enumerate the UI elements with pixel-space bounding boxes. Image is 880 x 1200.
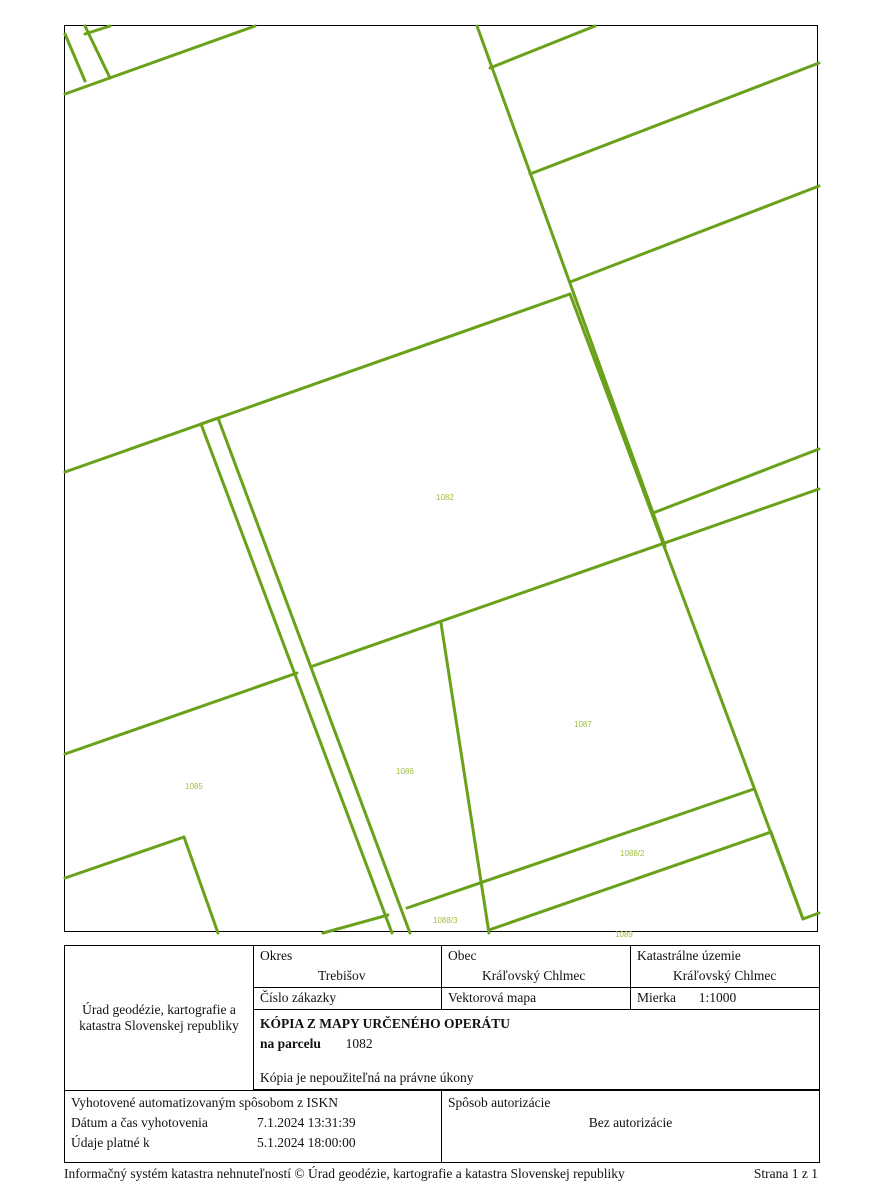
generation-cell: [65, 1091, 442, 1163]
scale-label: Mierka: [637, 990, 676, 1005]
obec-cell: [442, 946, 631, 988]
boundary-line: [771, 832, 803, 919]
boundary-line: [85, 26, 110, 34]
boundary-line: [65, 673, 297, 754]
scale-cell: [631, 988, 820, 1010]
doc-title-cell: [254, 1010, 820, 1090]
ku-label: Katastrálne územie: [637, 948, 741, 963]
system-footer: Informačný systém katastra nehnuteľností © Úrad geodézie, kartografie a katastra Slovenskej republiky: [64, 1166, 625, 1181]
boundary-line: [653, 449, 819, 513]
parcel-label-1088-3: 1088/3: [433, 916, 458, 925]
auth-label: Spôsob autorizácie: [448, 1095, 551, 1110]
legal-note: Kópia je nepoužiteľná na právne úkony: [260, 1070, 474, 1085]
obec-label: Obec: [448, 948, 477, 963]
obec-value: Kráľovský Chlmec: [482, 968, 586, 983]
boundary-line: [65, 294, 570, 472]
order-cell: [254, 988, 442, 1010]
boundary-line: [803, 913, 819, 919]
parcel-label-1088-2: 1088/2: [620, 849, 645, 858]
valid-label: Údaje platné k: [71, 1135, 150, 1150]
auth-value: Bez autorizácie: [588, 1115, 673, 1130]
authorization-cell: [442, 1091, 820, 1163]
scale-value: 1:1000: [698, 990, 737, 1005]
road-strip-edge: [218, 418, 410, 933]
cadastral-info-table: [64, 945, 820, 1163]
parcel-label-1087: 1087: [574, 720, 592, 729]
okres-cell: [254, 946, 442, 988]
parcel-label-1089: 1089: [615, 930, 633, 939]
boundary-line: [201, 418, 218, 424]
boundary-line: [570, 186, 819, 282]
boundary-line: [65, 837, 184, 878]
parcel-labels: [185, 493, 645, 939]
parcel-label-1085: 1085: [185, 782, 203, 791]
authority-name: Úrad geodézie, kartografie a katastra Slovenskej republiky: [79, 1002, 239, 1033]
boundary-line: [407, 789, 754, 908]
parcel-label-1086: 1086: [396, 767, 414, 776]
boundary-line: [490, 26, 595, 68]
order-label: Číslo zákazky: [260, 990, 337, 1005]
boundary-line: [477, 26, 665, 546]
boundary-line: [530, 63, 819, 174]
boundary-line: [65, 26, 255, 94]
ku-value: Kráľovský Chlmec: [673, 968, 777, 983]
valid-value: 5.1.2024 18:00:00: [257, 1135, 356, 1150]
parcel-label-1082: 1082: [436, 493, 454, 502]
datetime-value: 7.1.2024 13:31:39: [257, 1115, 356, 1130]
boundary-line: [65, 34, 85, 81]
cadastral-map[interactable]: [64, 25, 818, 939]
boundary-line: [441, 623, 489, 933]
parcel-boundaries: [65, 26, 819, 933]
page-number: Strana 1 z 1: [753, 1166, 818, 1181]
authority-cell: [65, 946, 254, 1091]
map-type: Vektorová mapa: [448, 990, 537, 1005]
generated-note: Vyhotovené automatizovaným spôsobom z ISKN: [71, 1095, 338, 1110]
boundary-line: [184, 837, 218, 933]
okres-value: Trebišov: [318, 968, 366, 983]
okres-label: Okres: [260, 948, 293, 963]
boundary-line: [313, 489, 819, 666]
boundary-line: [570, 294, 803, 919]
datetime-label: Dátum a čas vyhotovenia: [71, 1115, 208, 1130]
ku-cell: [631, 946, 820, 988]
map-type-cell: [442, 988, 631, 1010]
doc-title: KÓPIA Z MAPY URČENÉHO OPERÁTU: [260, 1016, 511, 1031]
parcel-value: 1082: [345, 1036, 373, 1051]
parcel-label: na parcelu: [260, 1036, 321, 1051]
boundary-line: [323, 915, 388, 933]
boundary-line: [489, 832, 771, 930]
road-strip-edge: [201, 424, 392, 933]
parcel-map-svg: [65, 26, 819, 939]
